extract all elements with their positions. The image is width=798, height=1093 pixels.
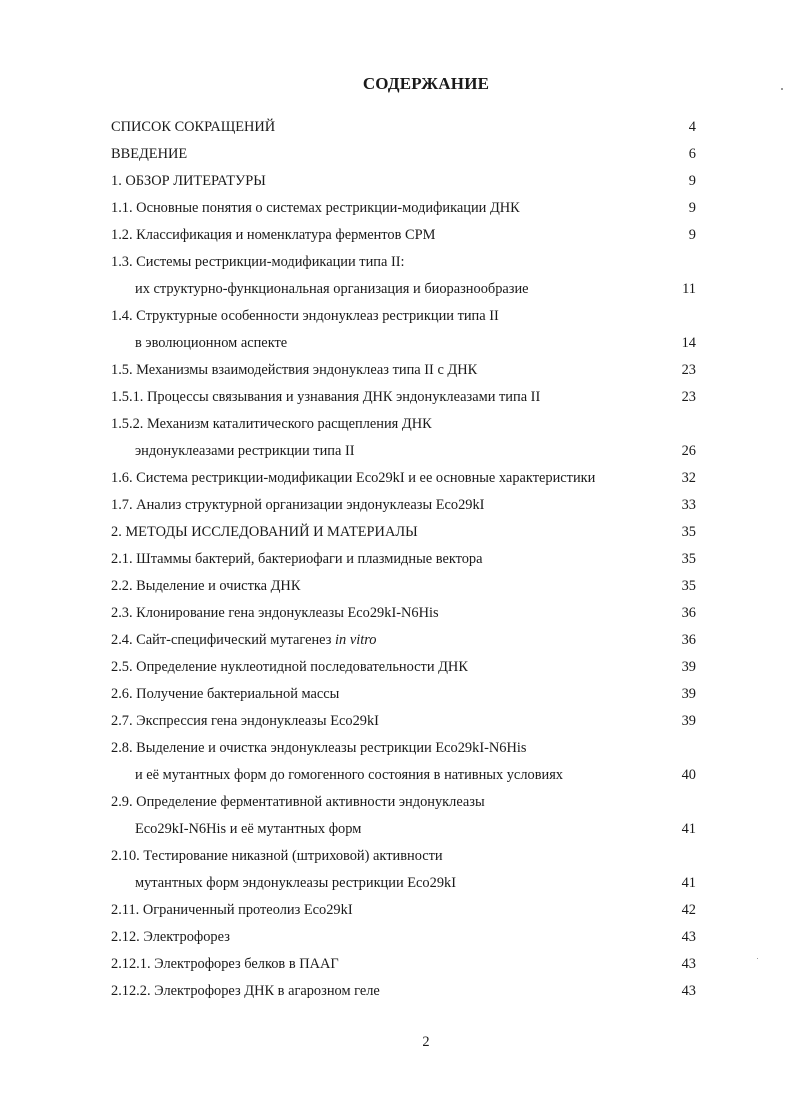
toc-entry-text: 1.1. Основные понятия о системах рестрикции-модификации ДНК: [111, 200, 520, 216]
toc-entry-text: их структурно-функциональная организация и биоразнообразие: [135, 281, 529, 297]
toc-entry: [111, 816, 711, 843]
toc-entry-title: [111, 600, 439, 627]
toc-entry-text: 1.2. Классификация и номенклатура ферментов СРМ: [111, 227, 436, 243]
toc-entry-page: 6: [688, 146, 696, 162]
toc-entry-title: [111, 249, 405, 276]
toc-entry-title: [111, 843, 443, 870]
toc-entry-text: 2.12.1. Электрофорез белков в ПААГ: [111, 956, 339, 972]
toc-entry: [111, 492, 711, 519]
toc-entry-page: 9: [688, 227, 696, 243]
toc-entry-title: [111, 924, 230, 951]
toc-entry-page: 23: [681, 362, 696, 378]
toc-entry: [111, 384, 711, 411]
toc-entry: [111, 843, 711, 870]
toc-entry-title: [111, 384, 540, 411]
toc-entry-text: 2.2. Выделение и очистка ДНК: [111, 578, 301, 594]
toc-entry: [111, 924, 711, 951]
toc-entry: [111, 438, 711, 465]
toc-entry-page: 14: [681, 335, 696, 351]
toc-entry-page: 39: [681, 713, 696, 729]
toc-entry-text: 2.6. Получение бактериальной массы: [111, 686, 340, 702]
toc-entry-text: СПИСОК СОКРАЩЕНИЙ: [111, 119, 276, 135]
toc-entry-title: [111, 465, 595, 492]
toc-entry-title: [111, 519, 418, 546]
toc-entry-title: [111, 654, 468, 681]
toc-entry-title: [111, 789, 485, 816]
toc-entry-page: 41: [681, 875, 696, 891]
toc-entry: [111, 627, 711, 654]
toc-entry-title: [111, 546, 483, 573]
toc-entry-text: 1.4. Структурные особенности эндонуклеаз рестрикции типа II: [111, 308, 499, 324]
toc-entry-text: 1.6. Система рестрикции-модификации Eco29kI и ее основные характеристики: [111, 470, 596, 486]
toc-entry-title: [111, 357, 477, 384]
toc-entry-text: 1.5.1. Процессы связывания и узнавания ДНК эндонуклеазами типа II: [111, 389, 541, 405]
toc-entry-title: [111, 735, 526, 762]
toc-entry-text: 2.8. Выделение и очистка эндонуклеазы рестрикции Eco29kI-N6His: [111, 740, 527, 756]
toc-entry-text: ВВЕДЕНИЕ: [111, 146, 188, 162]
toc-entry-title: [135, 816, 361, 843]
toc-entry: [111, 465, 711, 492]
toc-entry: [111, 411, 711, 438]
toc-entry-title: [135, 276, 529, 303]
toc-entry-page: 39: [681, 659, 696, 675]
toc-entry-title: [111, 411, 432, 438]
toc-entry: [111, 870, 711, 897]
toc-entry-text: 2.10. Тестирование никазной (штриховой) активности: [111, 848, 443, 864]
toc-entry: [111, 141, 711, 168]
toc-entry: [111, 762, 711, 789]
toc-entry-page: 33: [681, 497, 696, 513]
toc-entry-text: 2.12.2. Электрофорез ДНК в агарозном геле: [111, 983, 380, 999]
toc-entry-text: Eco29kI-N6His и её мутантных форм: [135, 821, 362, 837]
toc-entry-text: 1.3. Системы рестрикции-модификации типа II:: [111, 254, 405, 270]
toc-entry: [111, 114, 711, 141]
toc-entry: [111, 303, 711, 330]
toc-entry: [111, 357, 711, 384]
toc-entry-page: 41: [681, 821, 696, 837]
toc-entry-title: [111, 168, 266, 195]
toc-entry-text: 2.9. Определение ферментативной активности эндонуклеазы: [111, 794, 485, 810]
toc-entry: [111, 951, 711, 978]
scan-speck: [781, 88, 783, 90]
toc-entry: [111, 654, 711, 681]
toc-entry-text: в эволюционном аспекте: [135, 335, 288, 351]
toc-entry-title: [111, 141, 187, 168]
toc-entry-page: 43: [681, 956, 696, 972]
toc-entry: [111, 600, 711, 627]
toc-entry-title: [111, 195, 520, 222]
toc-entry: [111, 573, 711, 600]
toc-entry-title: [111, 222, 435, 249]
toc-entry-text: 2.7. Экспрессия гена эндонуклеазы Eco29kI: [111, 713, 379, 729]
toc-entry: [111, 249, 711, 276]
toc-entry: [111, 681, 711, 708]
toc-entry-text: 2.12. Электрофорез: [111, 929, 230, 945]
toc-entry-title: [111, 573, 300, 600]
toc-entry-text: мутантных форм эндонуклеазы рестрикции Eco29kI: [135, 875, 457, 891]
toc-entry-page: 23: [681, 389, 696, 405]
toc-entry-page: 42: [681, 902, 696, 918]
toc-entry: [111, 519, 711, 546]
toc-entry-title: [111, 492, 484, 519]
toc-entry-page: 43: [681, 929, 696, 945]
scan-speck: [757, 958, 758, 959]
toc-entry-text: эндонуклеазами рестрикции типа II: [135, 443, 355, 459]
toc-entry-text: 1.5.2. Механизм каталитического расщепления ДНК: [111, 416, 432, 432]
toc-entry-page: 43: [681, 983, 696, 999]
toc-entry-text: и её мутантных форм до гомогенного состояния в нативных условиях: [135, 767, 564, 783]
toc-entry: [111, 195, 711, 222]
toc-entry-title: [111, 897, 353, 924]
toc-entry: [111, 789, 711, 816]
toc-entry: [111, 276, 711, 303]
toc-entry-title: [135, 762, 563, 789]
toc-entry-text: 1.5. Механизмы взаимодействия эндонуклеаз типа II с ДНК: [111, 362, 478, 378]
toc-entry-title: [111, 708, 379, 735]
toc-entry-title: [111, 114, 275, 141]
toc-entry-text: 1. ОБЗОР ЛИТЕРАТУРЫ: [111, 173, 266, 189]
toc-entry-page: 40: [681, 767, 696, 783]
toc-entry-page: 39: [681, 686, 696, 702]
toc-entry-text: 2.4. Сайт-специфический мутагенез: [111, 632, 336, 648]
toc-entry-title: [111, 681, 339, 708]
toc-entry-text: 2.3. Клонирование гена эндонуклеазы Eco29kI-N6His: [111, 605, 439, 621]
toc-entry: [111, 735, 711, 762]
toc-entry-text: 2.11. Ограниченный протеолиз Eco29kI: [111, 902, 353, 918]
toc-entry-page: 9: [688, 200, 696, 216]
toc-entry-page: 11: [682, 281, 696, 297]
toc-entry-title: [111, 627, 376, 654]
table-of-contents: [111, 114, 711, 1005]
toc-entry-title: [111, 978, 380, 1005]
toc-entry-page: 35: [681, 578, 696, 594]
toc-entry-page: 4: [688, 119, 696, 135]
toc-entry-title: [135, 870, 456, 897]
toc-entry-title: [135, 438, 355, 465]
toc-entry-title: [111, 303, 499, 330]
toc-entry: [111, 978, 711, 1005]
toc-entry: [111, 168, 711, 195]
toc-entry-page: 9: [688, 173, 696, 189]
toc-entry: [111, 330, 711, 357]
page-number: 2: [422, 1034, 430, 1050]
toc-entry-page: 35: [681, 524, 696, 540]
toc-entry: [111, 708, 711, 735]
toc-entry: [111, 222, 711, 249]
toc-entry: [111, 897, 711, 924]
toc-entry-page: 36: [681, 605, 696, 621]
toc-entry-page: 36: [681, 632, 696, 648]
page-title: СОДЕРЖАНИЕ: [362, 74, 490, 93]
toc-entry-italic-text: in vitro: [335, 632, 377, 648]
toc-entry-title: [111, 951, 339, 978]
toc-entry-text: 2.5. Определение нуклеотидной последовательности ДНК: [111, 659, 468, 675]
toc-entry-page: 26: [681, 443, 696, 459]
toc-entry-title: [135, 330, 287, 357]
toc-entry-text: 2. МЕТОДЫ ИССЛЕДОВАНИЙ И МАТЕРИАЛЫ: [111, 524, 418, 540]
toc-entry-page: 32: [681, 470, 696, 486]
toc-entry-text: 2.1. Штаммы бактерий, бактериофаги и плазмидные вектора: [111, 551, 483, 567]
toc-entry-page: 35: [681, 551, 696, 567]
toc-entry: [111, 546, 711, 573]
toc-entry-text: 1.7. Анализ структурной организации эндонуклеазы Eco29kI: [111, 497, 485, 513]
